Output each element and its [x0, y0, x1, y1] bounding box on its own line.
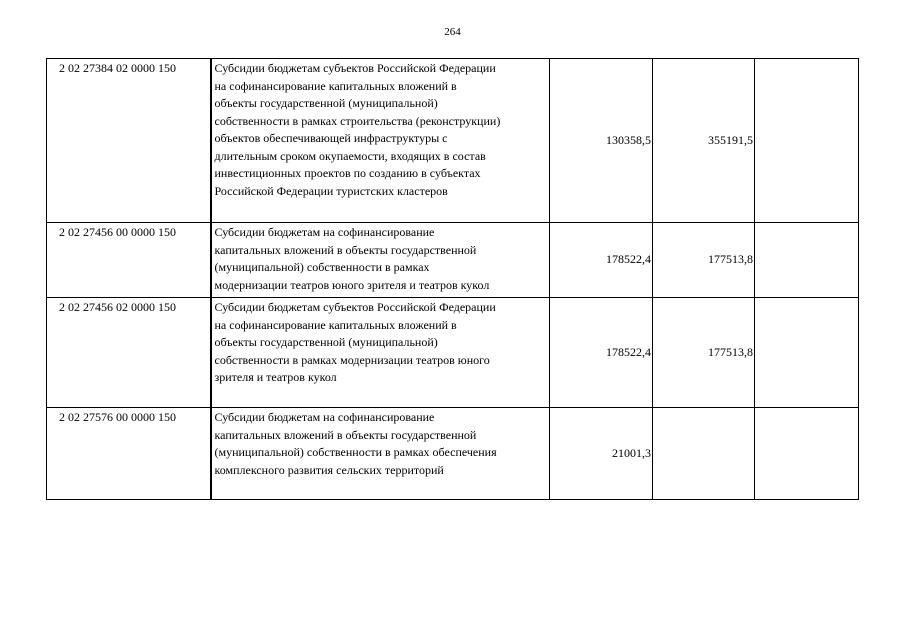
table-row: [47, 298, 859, 408]
value-year-2-cell: [653, 408, 755, 500]
value-year-3-cell: [755, 408, 859, 500]
value-year-1-cell: 178522,4: [550, 298, 653, 408]
description-line: инвестиционных проектов по созданию в субъектах: [214, 166, 481, 180]
description-line: собственности в рамках модернизации театров юного: [214, 352, 490, 367]
table-row: [47, 59, 859, 223]
value-year-2-cell: 177513,8: [653, 223, 755, 298]
value-year-2-cell: 177513,8: [653, 298, 755, 408]
value-year-3-cell: [755, 298, 859, 408]
description-line: объекты государственной (муниципальной): [214, 335, 438, 349]
value-year-1-cell: 178522,4: [550, 223, 653, 298]
description-line: собственности в рамках строительства (реконструкции): [214, 113, 501, 128]
revenue-code-cell: 2 02 27456 00 0000 150: [47, 223, 211, 298]
revenue-description-cell: [211, 408, 550, 500]
value-year-1-cell: 130358,5: [550, 59, 653, 223]
description-line: (муниципальной) собственности в рамках обеспечения: [214, 445, 497, 459]
revenue-code-cell: 2 02 27456 02 0000 150: [47, 298, 211, 408]
revenue-code-cell: 2 02 27384 02 0000 150: [47, 59, 211, 223]
value-year-3-cell: [755, 223, 859, 298]
description-line: Субсидии бюджетам субъектов Российской Федерации: [214, 300, 496, 314]
revenue-code-cell: 2 02 27576 00 0000 150: [47, 408, 211, 500]
budget-revenue-table: [46, 58, 859, 500]
description-line: Субсидии бюджетам субъектов Российской Федерации: [214, 61, 496, 75]
description-line: на софинансирование капитальных вложений в: [214, 317, 457, 332]
description-line: капитальных вложений в объекты государственной: [214, 242, 477, 257]
description-line: объекты государственной (муниципальной): [214, 96, 438, 110]
page-number: 264: [444, 26, 461, 38]
description-line: Российской Федерации туристских кластеров: [214, 183, 448, 198]
description-line: комплексного развития сельских территорий: [214, 462, 444, 477]
description-line: зрителя и театров кукол: [214, 370, 337, 384]
value-year-2-cell: 355191,5: [653, 59, 755, 223]
description-line: Субсидии бюджетам на софинансирование: [214, 410, 435, 424]
description-line: (муниципальной) собственности в рамках: [214, 260, 430, 274]
description-line: капитальных вложений в объекты государственной: [214, 427, 477, 442]
revenue-description-cell: [211, 298, 550, 408]
description-line: на софинансирование капитальных вложений в: [214, 78, 457, 93]
revenue-description-cell: [211, 59, 550, 223]
table-row: [47, 223, 859, 298]
description-line: модернизации театров юного зрителя и театров кукол: [214, 277, 490, 292]
description-line: Субсидии бюджетам на софинансирование: [214, 225, 435, 239]
table-row: [47, 408, 859, 500]
revenue-description-cell: [211, 223, 550, 298]
description-line: длительным сроком окупаемости, входящих в состав: [214, 148, 486, 163]
value-year-3-cell: [755, 59, 859, 223]
value-year-1-cell: 21001,3: [550, 408, 653, 500]
description-line: объектов обеспечивающей инфраструктуры с: [214, 131, 448, 145]
